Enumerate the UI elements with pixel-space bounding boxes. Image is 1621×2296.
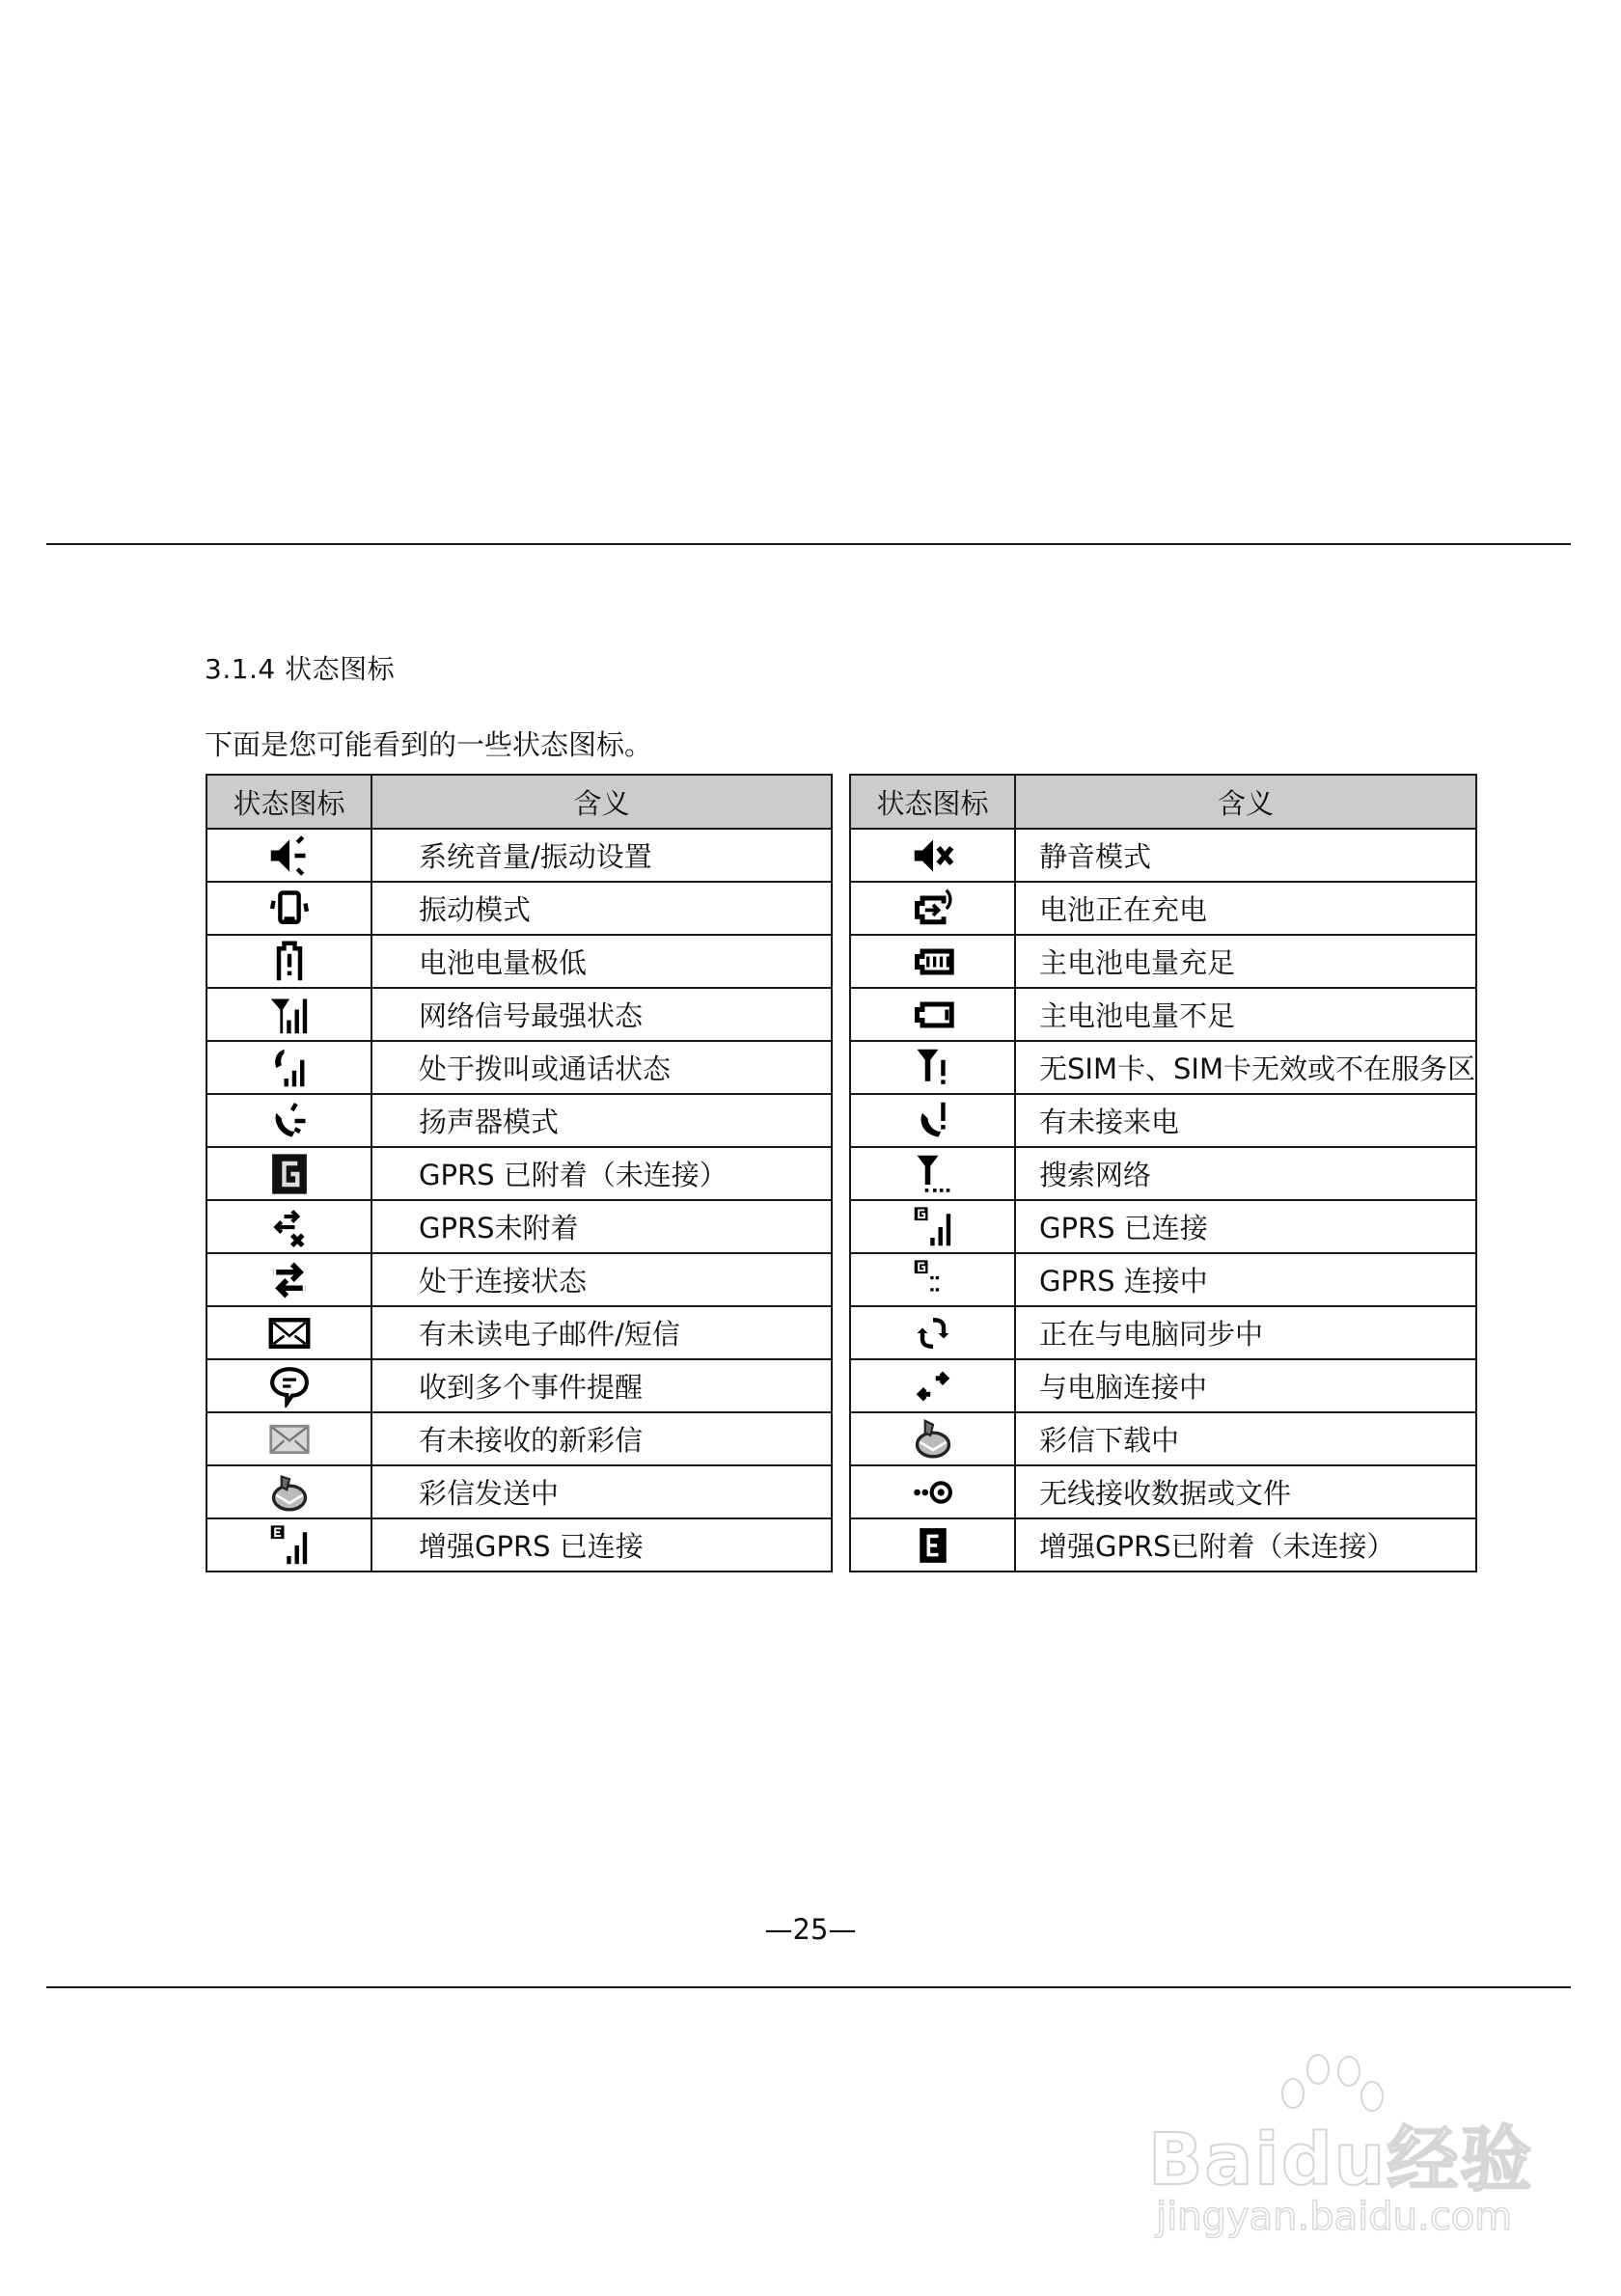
edge-attached-icon: [912, 1524, 954, 1567]
vibrate-mode-icon: [268, 888, 311, 930]
row-meaning: 主电池电量不足: [1015, 988, 1476, 1041]
volume-vibrate-icon: [268, 834, 311, 877]
battery-very-low-icon: [268, 941, 311, 983]
searching-network-icon: [912, 1153, 954, 1195]
table-row: [850, 1465, 1476, 1518]
gprs-connected-icon: [912, 1206, 954, 1248]
row-meaning: 彩信下载中: [1015, 1412, 1476, 1465]
table-header-row: [850, 775, 1476, 829]
table-row: [850, 829, 1476, 882]
gprs-detached-icon: [268, 1206, 311, 1248]
gprs-attached-icon: [268, 1153, 311, 1195]
new-mms-icon: [268, 1418, 311, 1461]
connected-arrows-icon: [268, 1259, 311, 1301]
table-row: [850, 1041, 1476, 1094]
row-meaning: 系统音量/振动设置: [371, 829, 832, 882]
gprs-connecting-icon: [912, 1259, 954, 1301]
edge-connected-icon: [268, 1524, 311, 1567]
table-row: [850, 1359, 1476, 1412]
table-row: [206, 1253, 832, 1306]
table-row: [206, 1094, 832, 1147]
table-row: [206, 935, 832, 988]
unread-mail-icon: [268, 1312, 311, 1354]
header-icon: 状态图标: [206, 775, 371, 829]
mms-sending-icon: [268, 1471, 311, 1514]
row-meaning: 静音模式: [1015, 829, 1476, 882]
table-row: [206, 1200, 832, 1253]
watermark-url: jingyan.baidu.com: [1156, 2195, 1513, 2239]
row-meaning: 无线接收数据或文件: [1015, 1465, 1476, 1518]
table-row: [850, 1094, 1476, 1147]
row-meaning: 处于拨叫或通话状态: [371, 1041, 832, 1094]
row-meaning: 有未读电子邮件/短信: [371, 1306, 832, 1359]
table-row: [206, 1412, 832, 1465]
table-row: [850, 988, 1476, 1041]
table-row: [206, 1465, 832, 1518]
row-meaning: 增强GPRS 已连接: [371, 1518, 832, 1572]
battery-charging-icon: [912, 888, 954, 930]
page-number: —25—: [764, 1913, 857, 1946]
row-meaning: GPRS 已附着（未连接）: [371, 1147, 832, 1200]
row-meaning: 增强GPRS已附着（未连接）: [1015, 1518, 1476, 1572]
missed-call-icon: [912, 1100, 954, 1142]
battery-full-icon: [912, 941, 954, 983]
mms-downloading-icon: [912, 1418, 954, 1461]
battery-low-icon: [912, 994, 954, 1036]
pc-connecting-icon: [912, 1365, 954, 1408]
table-row: [206, 829, 832, 882]
row-meaning: 有未接来电: [1015, 1094, 1476, 1147]
row-meaning: GPRS 连接中: [1015, 1253, 1476, 1306]
speakerphone-icon: [268, 1100, 311, 1142]
table-row: [206, 882, 832, 935]
pc-sync-icon: [912, 1312, 954, 1354]
table-row: [850, 1253, 1476, 1306]
table-row: [850, 1412, 1476, 1465]
call-active-icon: [268, 1047, 311, 1089]
header-meaning: 含义: [1015, 775, 1476, 829]
section-title: 3.1.4 状态图标: [205, 653, 396, 685]
table-row: [206, 1518, 832, 1572]
row-meaning: 无SIM卡、SIM卡无效或不在服务区: [1015, 1041, 1476, 1094]
bottom-rule: [46, 1986, 1571, 1988]
header-meaning: 含义: [371, 775, 832, 829]
watermark-logo-text: Baidu经验: [1148, 2118, 1534, 2201]
row-meaning: 处于连接状态: [371, 1253, 832, 1306]
table-row: [206, 1147, 832, 1200]
top-rule: [46, 543, 1571, 545]
status-icons-table-left: [206, 774, 833, 1572]
row-meaning: 有未接收的新彩信: [371, 1412, 832, 1465]
baidu-watermark: [1148, 2050, 1563, 2243]
row-meaning: 扬声器模式: [371, 1094, 832, 1147]
row-meaning: 网络信号最强状态: [371, 988, 832, 1041]
row-meaning: 正在与电脑同步中: [1015, 1306, 1476, 1359]
row-meaning: 彩信发送中: [371, 1465, 832, 1518]
table-row: [850, 1306, 1476, 1359]
header-icon: 状态图标: [850, 775, 1015, 829]
no-sim-icon: [912, 1047, 954, 1089]
table-row: [850, 935, 1476, 988]
table-row: [850, 1147, 1476, 1200]
status-icons-table-right: [849, 774, 1477, 1572]
row-meaning: 搜索网络: [1015, 1147, 1476, 1200]
row-meaning: GPRS 已连接: [1015, 1200, 1476, 1253]
table-row: [850, 1518, 1476, 1572]
multiple-notifications-icon: [268, 1365, 311, 1408]
row-meaning: 电池电量极低: [371, 935, 832, 988]
row-meaning: 电池正在充电: [1015, 882, 1476, 935]
row-meaning: 收到多个事件提醒: [371, 1359, 832, 1412]
row-meaning: 主电池电量充足: [1015, 935, 1476, 988]
table-header-row: [206, 775, 832, 829]
row-meaning: GPRS未附着: [371, 1200, 832, 1253]
table-row: [206, 1041, 832, 1094]
table-row: [206, 988, 832, 1041]
row-meaning: 与电脑连接中: [1015, 1359, 1476, 1412]
table-row: [206, 1359, 832, 1412]
row-meaning: 振动模式: [371, 882, 832, 935]
mute-icon: [912, 834, 954, 877]
signal-full-icon: [268, 994, 311, 1036]
intro-text: 下面是您可能看到的一些状态图标。: [205, 728, 653, 761]
beam-receive-icon: [912, 1471, 954, 1514]
table-row: [206, 1306, 832, 1359]
table-row: [850, 882, 1476, 935]
table-row: [850, 1200, 1476, 1253]
